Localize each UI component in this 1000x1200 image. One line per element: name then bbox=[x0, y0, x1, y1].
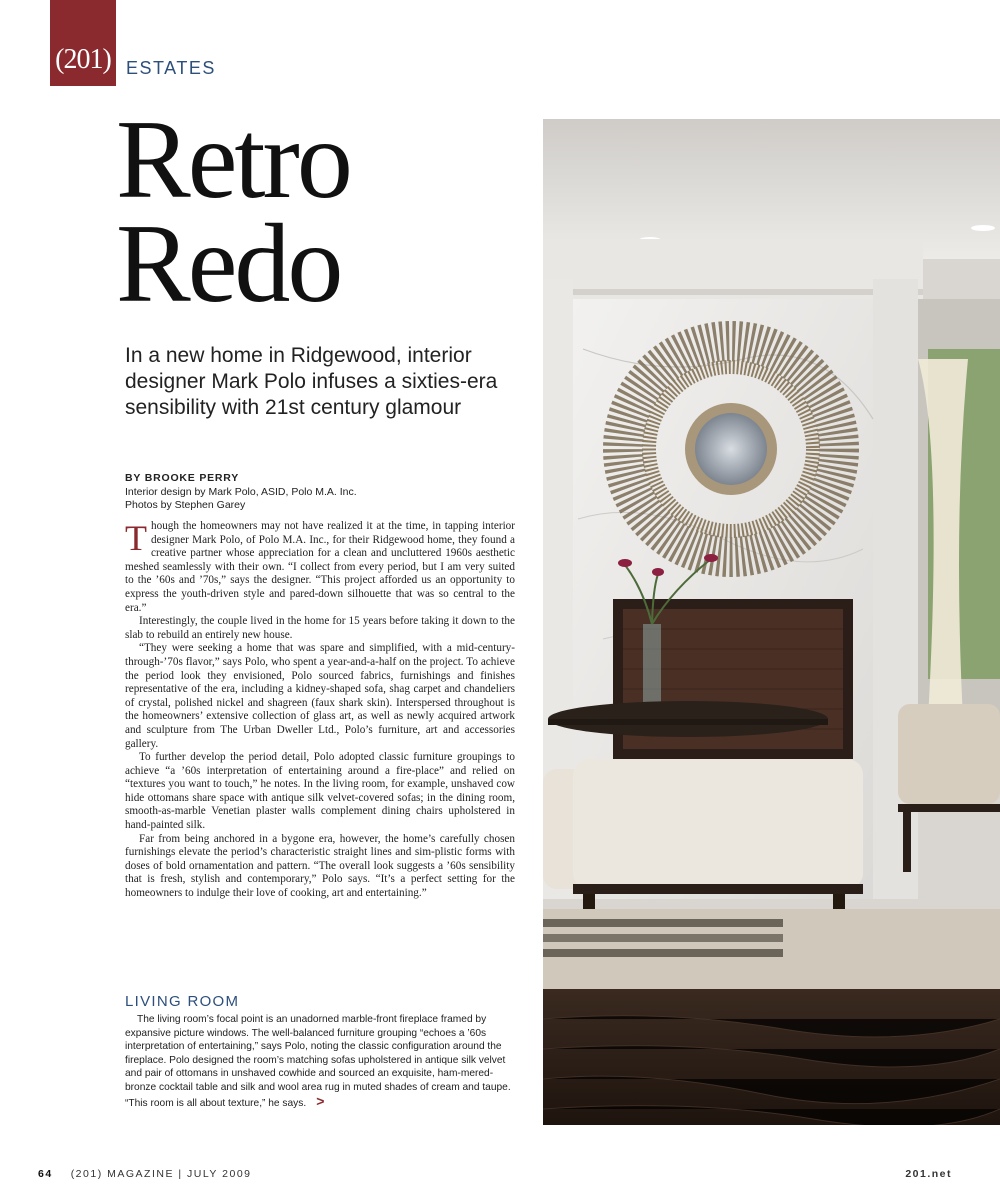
continue-arrow-icon: > bbox=[316, 1092, 325, 1109]
article-title bbox=[116, 98, 536, 326]
brand-logo-text: (201) bbox=[55, 44, 111, 75]
body-paragraph: To further develop the period detail, Polo adopted classic furniture groupings to achieve “a ’60s interpretation of entertaining around a fire-place” and relied on “textures you want to touch,” he notes. In the living room, for example, unshaved cow hide ottomans share space with antique silk velvet-covered sofas; in the dining room, smooth-as-marble Venetian plaster walls complement dining chairs upholstered in hand-painted silk. bbox=[125, 751, 515, 832]
photo-credit: Photos by Stephen Garey bbox=[125, 499, 246, 511]
page-number: 64 bbox=[38, 1168, 53, 1180]
living-room-text: The living room’s focal point is an unadorned marble-front fireplace framed by expansive picture windows. The well-balanced furniture grouping “echoes a ’60s interpretation of entertaining,” says Polo, noting the classic configuration around the fireplace. Polo designed the room’s matching sofas upholstered in antique silk velvet and pair of ottomans in unshaved cowhide and sourced an exquisite, ham-mered-bronze cocktail table and silk and wool area rug in muted shades of cream and taupe. “This room is all about texture,” he says. > bbox=[125, 1014, 511, 1109]
living-room-heading: LIVING ROOM bbox=[125, 993, 240, 1010]
section-label: ESTATES bbox=[126, 58, 216, 78]
body-paragraph: Interestingly, the couple lived in the home for 15 years before taking it down to the slab to rebuild an entirely new house. bbox=[125, 615, 515, 641]
drop-cap: T bbox=[125, 518, 147, 558]
article-body bbox=[125, 520, 515, 901]
title-line-1: Retro bbox=[116, 98, 350, 222]
footer-site: 201.net bbox=[905, 1168, 952, 1180]
design-credit: Interior design by Mark Polo, ASID, Polo M.A. Inc. bbox=[125, 485, 357, 498]
body-paragraph: “They were seeking a home that was spare and simplified, with a mid-century-through-’70s flavor,” says Polo, who spent a year-and-a-half on the project. To achieve the period look they envisioned, Polo sourced fabrics, furnishings and finishes representative of the era, including a kidney-shaped sofa, shag carpet and chandeliers of crystal, polished nickel and shagreen (faux shark skin). Interspersed throughout is the homeowners’ extensive collection of glass art, as well as newly acquired artwork and sculpture from The Urban Dweller Ltd., Polo’s furniture, art and accessories gallery. bbox=[125, 642, 515, 750]
footer-left bbox=[38, 1168, 252, 1180]
publication-info: (201) MAGAZINE | JULY 2009 bbox=[70, 1168, 252, 1180]
byline-block bbox=[125, 472, 525, 513]
body-paragraph: Far from being anchored in a bygone era, however, the home’s carefully chosen furnishings elevate the period’s characteristic straight lines and sim-plistic forms with doses of bold ornamentation and pattern. “The overall look suggests a ’60s sensibility that is fresh, stylish and contemporary,” Polo says. “It’s a perfect setting for the homeowners to indulge their love of cooking, art and entertaining.” bbox=[125, 832, 515, 900]
author-byline: BY BROOKE PERRY bbox=[125, 472, 240, 484]
title-line-2: Redo bbox=[116, 202, 341, 326]
body-paragraph: Though the homeowners may not have realized it at the time, in tapping interior designer Mark Polo, of Polo M.A. Inc., for their Ridgewood home, they found a creative partner whose appreciation for a clean and uncluttered 1960s aesthetic meshed seamlessly with their own. “I collect from every period, but I am very suited to the ’60s and ’70s,” says the designer. “This project afforded us an opportunity to express the youth-driven style and pared-down silhouette that was so central to the era.” bbox=[125, 518, 515, 614]
article-subtitle: In a new home in Ridgewood, interior designer Mark Polo infuses a sixties-era sensibility with 21st century glamour bbox=[125, 344, 498, 419]
living-room-photo bbox=[543, 119, 1000, 1125]
